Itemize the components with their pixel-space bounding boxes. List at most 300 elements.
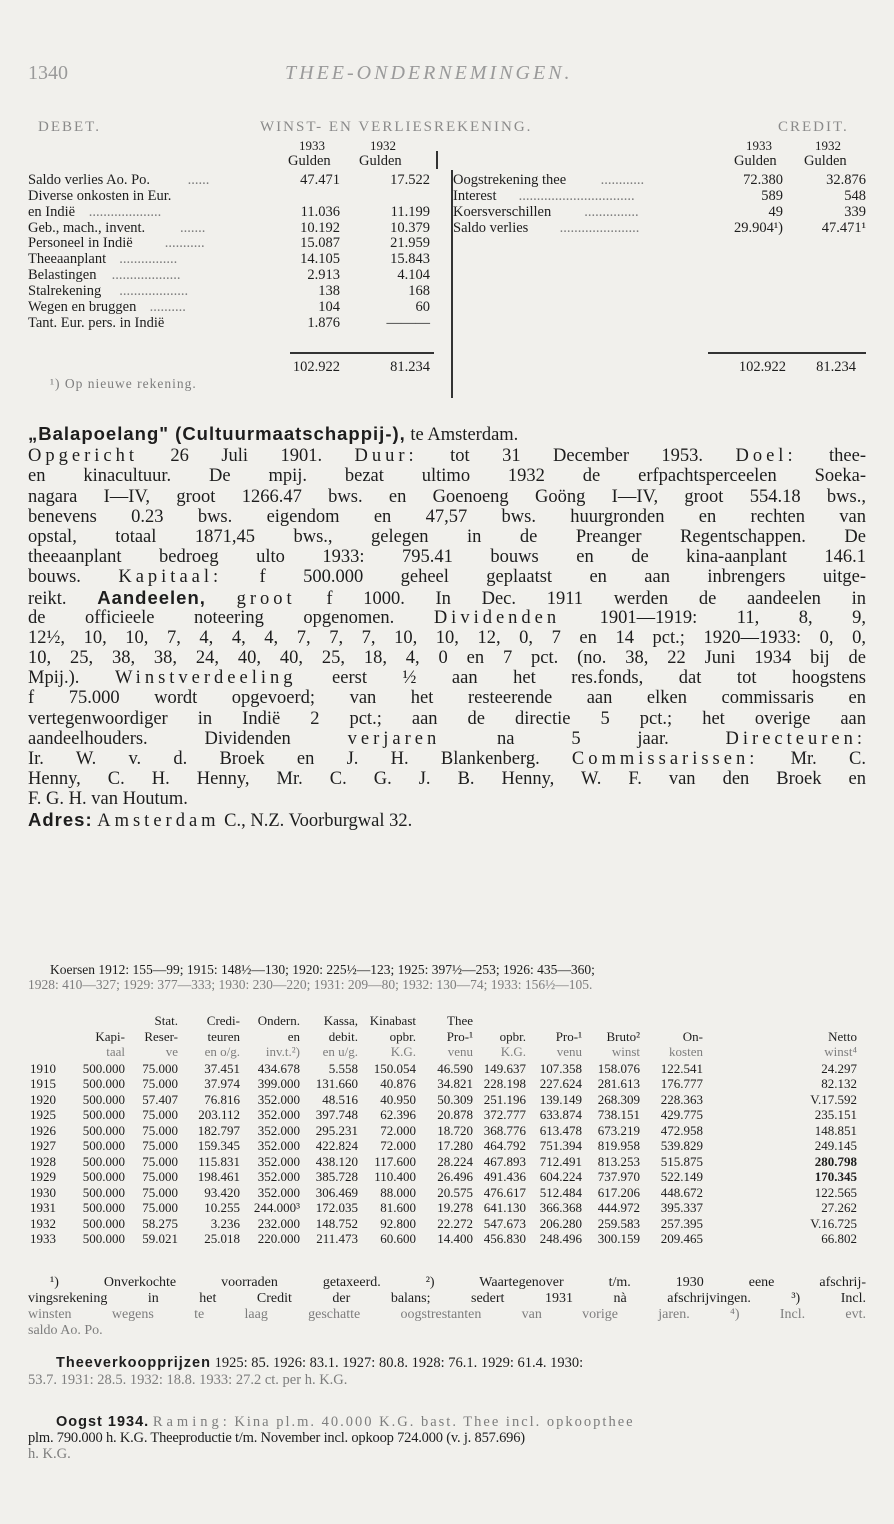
debet-row-label: Stalrekening bbox=[28, 282, 102, 299]
table-cell: 366.368 bbox=[539, 1200, 582, 1215]
paragraph-line bbox=[28, 688, 866, 708]
credit-row bbox=[0, 205, 894, 221]
bold-term: Aandeelen, bbox=[97, 587, 206, 608]
debet-row-1932: 4.104 bbox=[397, 267, 430, 284]
spaced-term: Opgericht bbox=[28, 446, 138, 467]
table-cell: 737.970 bbox=[597, 1169, 640, 1184]
debet-row-1933: 1.876 bbox=[307, 314, 340, 331]
table-cell: 40.950 bbox=[380, 1091, 416, 1107]
table-cell: 491.436 bbox=[483, 1169, 526, 1184]
table-cell: 148.851 bbox=[814, 1122, 857, 1138]
debet-row-1933: 15.087 bbox=[300, 235, 340, 252]
table-cell: 75.000 bbox=[142, 1153, 178, 1169]
debet-row-label: Belastingen bbox=[28, 267, 97, 284]
table-row-year: 1910 bbox=[30, 1060, 56, 1076]
column-header: On- bbox=[682, 1028, 703, 1044]
table-cell: 50.309 bbox=[437, 1091, 473, 1107]
column-header: Bruto² bbox=[606, 1028, 640, 1044]
table-cell: 76.816 bbox=[204, 1091, 240, 1107]
text-run: en kinacultuur. De mpij. bezat ultimo 1932 de erfpachtsperceelen Soeka- bbox=[28, 466, 866, 487]
table-cell: 539.829 bbox=[660, 1138, 703, 1153]
table-cell: 281.613 bbox=[597, 1076, 640, 1091]
column-divider bbox=[451, 170, 453, 398]
credit-total-1933: 102.922 bbox=[738, 359, 786, 375]
credit-row-leader: ............ bbox=[600, 173, 645, 188]
column-header: opbr. bbox=[499, 1028, 526, 1044]
table-cell: 268.309 bbox=[597, 1091, 640, 1107]
credit-row-1932: 32.876 bbox=[826, 172, 866, 188]
table-cell: 613.478 bbox=[539, 1122, 582, 1138]
paragraph-line bbox=[28, 567, 866, 587]
table-row-year: 1928 bbox=[30, 1153, 56, 1169]
column-header: teuren bbox=[207, 1028, 240, 1044]
text-run: nagara I—IV, groot 1266.47 bws. en Goenoeng Goöng I—IV, groot 554.18 bws., bbox=[28, 486, 866, 507]
debet-row-1932: 21.959 bbox=[390, 235, 430, 252]
credit-row-1933: 72.380 bbox=[743, 172, 783, 188]
table-cell: 819.958 bbox=[597, 1138, 640, 1153]
table-cell: 444.972 bbox=[597, 1200, 640, 1215]
table-cell: 24.297 bbox=[821, 1060, 857, 1076]
text-run: reikt. bbox=[28, 588, 98, 608]
table-cell: 464.792 bbox=[483, 1138, 526, 1153]
table-cell: 352.000 bbox=[257, 1138, 300, 1153]
spaced-term: Commissarissen: bbox=[571, 749, 759, 769]
credit-row-1932: 47.471¹ bbox=[821, 219, 866, 236]
column-header: Pro-¹ bbox=[446, 1028, 473, 1044]
debet-row-leader: ................... bbox=[111, 268, 181, 284]
oogst-text-1: Kina pl.m. 40.000 K.G. bast. Thee incl. opkoopthee bbox=[234, 1414, 635, 1430]
table-cell: 158.076 bbox=[597, 1060, 640, 1076]
credit-row-leader: ...................... bbox=[559, 220, 640, 236]
table-cell: 220.000 bbox=[257, 1231, 300, 1246]
credit-row-label: Saldo verlies bbox=[453, 219, 529, 236]
table-cell: 422.824 bbox=[315, 1138, 358, 1153]
paragraph-line bbox=[28, 507, 866, 527]
column-header: en u/g. bbox=[322, 1044, 358, 1059]
table-cell: 19.278 bbox=[437, 1200, 473, 1215]
debet-row-1933: 10.192 bbox=[300, 219, 340, 236]
table-cell: 547.673 bbox=[483, 1215, 526, 1231]
table-cell: 500.000 bbox=[82, 1200, 125, 1215]
table-row-year: 1930 bbox=[30, 1184, 56, 1200]
column-header: taal bbox=[106, 1044, 125, 1059]
text-run: Mr. C. bbox=[758, 749, 866, 769]
ledger-title: WINST- EN VERLIESREKENING. bbox=[260, 119, 533, 135]
table-cell: 40.876 bbox=[380, 1076, 416, 1091]
table-cell: 372.777 bbox=[483, 1107, 526, 1122]
table-cell: 206.280 bbox=[539, 1215, 582, 1231]
text-run: Mpij.). bbox=[28, 668, 115, 689]
table-cell: 75.000 bbox=[142, 1138, 178, 1153]
text-run: Henny, C. H. Henny, Mr. C. G. J. B. Henny, W. F. van den Broek en bbox=[28, 769, 866, 790]
debet-row-leader: .......... bbox=[149, 299, 186, 315]
debet-row-label: Personeel in Indië bbox=[28, 235, 133, 252]
credit-row-1932: 548 bbox=[844, 187, 866, 204]
table-cell: 20.878 bbox=[437, 1107, 473, 1122]
text-run: f 1000. In Dec. 1911 werden de aandeelen in bbox=[295, 588, 866, 608]
table-cell: V.16.725 bbox=[810, 1215, 857, 1231]
credit-row-leader: ................................ bbox=[518, 188, 635, 204]
stats-footnotes bbox=[28, 1275, 866, 1339]
table-cell: 500.000 bbox=[82, 1138, 125, 1153]
table-row-year: 1932 bbox=[30, 1215, 56, 1231]
spaced-term: Duur: bbox=[354, 446, 418, 467]
column-header: debit. bbox=[328, 1028, 358, 1044]
table-cell: 75.000 bbox=[142, 1107, 178, 1122]
debet-row-leader: ................ bbox=[119, 252, 178, 268]
table-cell: 176.777 bbox=[660, 1076, 703, 1091]
table-cell: 122.541 bbox=[660, 1060, 703, 1076]
credit-row-1933: 29.904¹) bbox=[733, 219, 783, 236]
table-cell: 500.000 bbox=[82, 1169, 125, 1184]
table-cell: 434.678 bbox=[257, 1060, 300, 1076]
table-cell: 429.775 bbox=[660, 1107, 703, 1122]
bold-term: „Balapoelang" (Cultuurmaatschappij-), bbox=[28, 424, 406, 444]
theeverkoop-line-1 bbox=[56, 1355, 583, 1372]
spaced-term: Doel: bbox=[735, 446, 797, 467]
column-header: en bbox=[287, 1028, 300, 1044]
table-row-year: 1925 bbox=[30, 1107, 56, 1122]
footnote-line: ¹) Onverkochte voorraden getaxeerd. ²) Waartegenover t/m. 1930 eene afschrij- bbox=[50, 1275, 866, 1290]
table-cell: 75.000 bbox=[142, 1169, 178, 1184]
theeverkoop-values-1: 1925: 85. 1926: 83.1. 1927: 80.8. 1928: 76.1. 1929: 61.4. 1930: bbox=[214, 1355, 584, 1371]
debet-row-label: Tant. Eur. pers. in Indië bbox=[28, 314, 165, 331]
debet-row-leader: ........... bbox=[164, 236, 205, 252]
table-cell: 92.800 bbox=[380, 1215, 416, 1231]
debet-row-label: Diverse onkosten in Eur. bbox=[28, 187, 172, 204]
table-cell: 500.000 bbox=[82, 1060, 125, 1076]
table-cell: 60.600 bbox=[380, 1231, 416, 1246]
text-run: 1901—1919: 11, 8, 9, bbox=[560, 607, 866, 628]
table-cell: 88.000 bbox=[380, 1184, 416, 1200]
debet-row-1933: 14.105 bbox=[300, 251, 340, 268]
table-cell: 48.516 bbox=[322, 1091, 358, 1107]
table-cell: 122.565 bbox=[814, 1184, 857, 1200]
column-header: Pro-¹ bbox=[555, 1028, 582, 1044]
table-cell: 14.400 bbox=[437, 1231, 473, 1246]
table-cell: 75.000 bbox=[142, 1200, 178, 1215]
credit-unit-1932: Gulden bbox=[804, 153, 847, 169]
text-run: na 5 jaar. bbox=[440, 728, 726, 749]
column-header: Kassa, bbox=[323, 1013, 358, 1028]
table-cell: 107.358 bbox=[539, 1060, 582, 1076]
table-cell: 93.420 bbox=[204, 1184, 240, 1200]
debet-total-1932: 81.234 bbox=[390, 359, 430, 375]
paragraph-line bbox=[28, 810, 866, 830]
table-cell: 352.000 bbox=[257, 1169, 300, 1184]
table-cell: 110.400 bbox=[374, 1169, 416, 1184]
table-cell: 467.893 bbox=[483, 1153, 526, 1169]
column-header: en o/g. bbox=[204, 1044, 240, 1059]
table-cell: 159.345 bbox=[197, 1138, 240, 1153]
column-header: Ondern. bbox=[257, 1013, 300, 1028]
header-divider bbox=[436, 151, 438, 169]
credit-row-1933: 589 bbox=[761, 187, 783, 204]
text-run: benevens 0.23 bws. eigendom en 47,57 bws. huurgronden en rechten van bbox=[28, 506, 866, 527]
column-header: venu bbox=[447, 1044, 473, 1059]
table-cell: 198.461 bbox=[197, 1169, 240, 1184]
table-cell: 500.000 bbox=[82, 1153, 125, 1169]
table-cell: 46.590 bbox=[437, 1060, 473, 1076]
column-header: Kapi- bbox=[95, 1028, 125, 1044]
table-cell: 244.000³ bbox=[253, 1200, 300, 1215]
table-cell: 397.748 bbox=[315, 1107, 358, 1122]
table-cell: 249.145 bbox=[814, 1138, 857, 1153]
table-cell: 209.465 bbox=[660, 1231, 703, 1246]
column-header: Stat. bbox=[154, 1013, 178, 1028]
table-cell: 813.253 bbox=[597, 1153, 640, 1169]
text-run: Ir. W. v. d. Broek en J. H. Blankenberg. bbox=[28, 749, 572, 769]
table-cell: 58.275 bbox=[142, 1215, 178, 1231]
table-cell: 211.473 bbox=[316, 1231, 358, 1246]
paragraph-line bbox=[28, 628, 866, 648]
table-cell: 82.132 bbox=[821, 1076, 857, 1091]
paragraph-line bbox=[28, 547, 866, 567]
credit-year-1933: 1933 bbox=[746, 138, 772, 153]
credit-row-label: Oogstrekening thee bbox=[453, 172, 567, 188]
debet-row-leader: ....... bbox=[180, 220, 206, 236]
credit-row bbox=[0, 173, 894, 189]
debet-row-1933: 2.913 bbox=[307, 267, 340, 284]
debet-unit-1932: Gulden bbox=[359, 153, 402, 169]
paragraph-line bbox=[28, 466, 866, 486]
table-cell: 352.000 bbox=[257, 1184, 300, 1200]
table-cell: 500.000 bbox=[82, 1107, 125, 1122]
debet-row-1932: 17.522 bbox=[390, 172, 430, 188]
table-cell: 500.000 bbox=[82, 1231, 125, 1246]
table-cell: 352.000 bbox=[257, 1091, 300, 1107]
company-description bbox=[28, 424, 866, 830]
text-run: F. G. H. van Houtum. bbox=[28, 789, 188, 810]
table-cell: 18.720 bbox=[437, 1122, 473, 1138]
debet-row-1933: 104 bbox=[318, 298, 340, 315]
debet-row-1932: 11.199 bbox=[390, 203, 430, 220]
table-row-year: 1933 bbox=[30, 1231, 56, 1246]
table-cell: 280.798 bbox=[814, 1153, 857, 1169]
paragraph-line bbox=[28, 648, 866, 668]
table-cell: 37.451 bbox=[204, 1060, 240, 1076]
table-cell: 522.149 bbox=[660, 1169, 703, 1184]
table-cell: 131.660 bbox=[315, 1076, 358, 1091]
debet-label: DEBET. bbox=[38, 119, 101, 135]
koersen-line-1: Koersen 1912: 155—99; 1915: 148½—130; 1920: 225½—123; 1925: 397½—253; 1926: 435—360; bbox=[50, 962, 595, 977]
table-cell: 25.018 bbox=[204, 1231, 240, 1246]
table-cell: 10.255 bbox=[204, 1200, 240, 1215]
table-cell: 500.000 bbox=[82, 1091, 125, 1107]
paragraph-line bbox=[28, 487, 866, 507]
table-cell: 399.000 bbox=[257, 1076, 300, 1091]
table-cell: 300.159 bbox=[597, 1231, 640, 1246]
column-header: venu bbox=[556, 1044, 582, 1059]
paragraph-line bbox=[28, 527, 866, 547]
text-run: f 500.000 geheel geplaatst en aan inbrengers uitge- bbox=[222, 567, 866, 588]
table-cell: 3.236 bbox=[210, 1215, 240, 1231]
column-header: Thee bbox=[447, 1013, 473, 1028]
debet-row bbox=[0, 284, 894, 300]
debet-row-1933: 11.036 bbox=[300, 203, 340, 220]
paragraph-line bbox=[28, 709, 866, 729]
spaced-term: Directeuren: bbox=[725, 728, 866, 749]
debet-row bbox=[0, 268, 894, 284]
table-cell: 617.206 bbox=[597, 1184, 640, 1200]
debet-row-1933: 138 bbox=[318, 282, 340, 299]
text-run: te Amsterdam. bbox=[405, 425, 519, 445]
ledger-footnote: ¹) Op nieuwe rekening. bbox=[50, 376, 197, 391]
theeverkoop-label: Theeverkoopprijzen bbox=[56, 1355, 211, 1371]
table-row-year: 1927 bbox=[30, 1138, 56, 1153]
debet-row-label: Geb., mach., invent. bbox=[28, 219, 146, 236]
credit-label: CREDIT. bbox=[778, 119, 849, 135]
oogst-line-1 bbox=[56, 1414, 635, 1431]
table-cell: 604.224 bbox=[539, 1169, 582, 1184]
debet-row-label: en Indië bbox=[28, 203, 76, 220]
table-cell: V.17.592 bbox=[810, 1091, 857, 1107]
debet-row-1932: 60 bbox=[415, 298, 430, 315]
column-header: opbr. bbox=[389, 1028, 416, 1044]
column-header: winst bbox=[611, 1044, 640, 1059]
debet-total-rule bbox=[290, 352, 434, 354]
page-number: 1340 bbox=[28, 62, 68, 84]
text-run: vertegenwoordiger in Indië 2 pct.; aan de directie 5 pct.; het overige aan bbox=[28, 708, 866, 729]
credit-row bbox=[0, 189, 894, 205]
paragraph-line bbox=[28, 446, 866, 466]
paragraph-line bbox=[28, 588, 866, 608]
table-cell: 72.000 bbox=[380, 1138, 416, 1153]
table-row-year: 1929 bbox=[30, 1169, 56, 1184]
oogst-raming: Raming: bbox=[152, 1414, 231, 1430]
text-run: 12½, 10, 10, 7, 4, 4, 4, 7, 7, 7, 10, 10, 12, 0, 7 en 14 pct.; 1920—1933: 0, 0, bbox=[28, 627, 866, 648]
bold-term: Adres: bbox=[28, 809, 93, 830]
paragraph-line bbox=[28, 729, 866, 749]
table-cell: 248.496 bbox=[539, 1231, 582, 1246]
debet-row-label: Theeaanplant bbox=[28, 251, 107, 268]
table-cell: 251.196 bbox=[483, 1091, 526, 1107]
spaced-term: verjaren bbox=[347, 728, 441, 749]
table-cell: 641.130 bbox=[483, 1200, 526, 1215]
credit-row-1932: 339 bbox=[844, 203, 866, 220]
text-run: C., N.Z. Voorburgwal 32. bbox=[219, 810, 413, 830]
column-header: kosten bbox=[669, 1044, 703, 1059]
column-header: inv.t.²) bbox=[265, 1044, 300, 1059]
debet-row-1932: 15.843 bbox=[390, 251, 430, 268]
column-header: winst⁴ bbox=[824, 1044, 857, 1059]
column-header: Credi- bbox=[206, 1013, 240, 1028]
text-run: opstal, totaal 1871,45 bws., gelegen in de Preanger Regentschappen. De bbox=[28, 526, 866, 547]
table-cell: 72.000 bbox=[380, 1122, 416, 1138]
table-cell: 673.219 bbox=[597, 1122, 640, 1138]
debet-row-label: Saldo verlies Ao. Po. bbox=[28, 172, 151, 188]
spaced-term: groot bbox=[236, 588, 296, 608]
table-cell: 170.345 bbox=[814, 1169, 857, 1184]
table-cell: 150.054 bbox=[373, 1060, 416, 1076]
column-header: Reser- bbox=[144, 1028, 178, 1044]
table-cell: 500.000 bbox=[82, 1076, 125, 1091]
credit-row bbox=[0, 221, 894, 237]
paragraph-line bbox=[28, 608, 866, 628]
debet-row bbox=[0, 316, 894, 332]
column-header: K.G. bbox=[500, 1044, 526, 1059]
debet-row-1932: 168 bbox=[408, 282, 430, 299]
text-run bbox=[206, 589, 237, 608]
credit-total-1932: 81.234 bbox=[816, 359, 856, 375]
text-run: de officieele noteering opgenomen. bbox=[28, 607, 434, 628]
table-cell: 75.000 bbox=[142, 1060, 178, 1076]
table-cell: 352.000 bbox=[257, 1122, 300, 1138]
debet-row-leader: ...... bbox=[187, 173, 210, 188]
table-cell: 500.000 bbox=[82, 1184, 125, 1200]
debet-row-label: Wegen en bruggen bbox=[28, 298, 137, 315]
table-cell: 26.496 bbox=[437, 1169, 473, 1184]
table-cell: 500.000 bbox=[82, 1215, 125, 1231]
text-run: tot 31 December 1953. bbox=[417, 446, 736, 467]
table-cell: 20.575 bbox=[437, 1184, 473, 1200]
table-cell: 232.000 bbox=[257, 1215, 300, 1231]
oogst-label: Oogst 1934. bbox=[56, 1414, 150, 1430]
table-cell: 235.151 bbox=[814, 1107, 857, 1122]
table-cell: 438.120 bbox=[315, 1153, 358, 1169]
table-cell: 472.958 bbox=[660, 1122, 703, 1138]
oogst-line-3: h. K.G. bbox=[28, 1446, 71, 1462]
debet-row-1932: ——— bbox=[386, 314, 430, 331]
table-cell: 28.224 bbox=[437, 1153, 473, 1169]
table-cell: 203.112 bbox=[198, 1107, 240, 1122]
table-cell: 17.280 bbox=[437, 1138, 473, 1153]
table-cell: 62.396 bbox=[380, 1107, 416, 1122]
table-cell: 385.728 bbox=[315, 1169, 358, 1184]
debet-row-1932: 10.379 bbox=[390, 219, 430, 236]
credit-unit-1933: Gulden bbox=[734, 153, 777, 169]
table-cell: 712.491 bbox=[539, 1153, 582, 1169]
text-run: aandeelhouders. Dividenden bbox=[28, 728, 348, 749]
table-cell: 75.000 bbox=[142, 1122, 178, 1138]
credit-total-rule bbox=[708, 352, 866, 354]
credit-row-1933: 49 bbox=[768, 203, 783, 220]
credit-year-1932: 1932 bbox=[815, 138, 841, 153]
column-header: Netto bbox=[828, 1028, 857, 1044]
text-run: theeaanplant bedroeg ulto 1933: 795.41 bouws en de kina-aanplant 146.1 bbox=[28, 547, 866, 568]
table-cell: 633.874 bbox=[539, 1107, 582, 1122]
text-run: thee- bbox=[796, 446, 866, 467]
text-run: 10, 25, 38, 38, 24, 40, 40, 25, 18, 4, 0 en 7 pct. (no. 38, 22 Juni 1934 bij de bbox=[28, 648, 866, 669]
table-row-year: 1931 bbox=[30, 1200, 56, 1215]
table-cell: 75.000 bbox=[142, 1076, 178, 1091]
table-cell: 738.151 bbox=[597, 1107, 640, 1122]
text-run: 26 Juli 1901. bbox=[137, 446, 355, 467]
table-cell: 149.637 bbox=[483, 1060, 526, 1076]
table-cell: 172.035 bbox=[315, 1200, 358, 1215]
table-cell: 117.600 bbox=[374, 1153, 416, 1169]
debet-total-1933: 102.922 bbox=[292, 359, 340, 375]
table-cell: 182.797 bbox=[197, 1122, 240, 1138]
debet-row bbox=[0, 300, 894, 316]
table-cell: 500.000 bbox=[82, 1122, 125, 1138]
column-header: ve bbox=[165, 1044, 178, 1059]
table-cell: 395.337 bbox=[660, 1200, 703, 1215]
table-cell: 751.394 bbox=[539, 1138, 582, 1153]
spaced-term: Amsterdam bbox=[97, 810, 220, 830]
table-cell: 228.363 bbox=[660, 1091, 703, 1107]
running-title: THEE-ONDERNEMINGEN. bbox=[285, 62, 573, 84]
debet-row-leader: .................... bbox=[88, 204, 162, 220]
column-header: Kinabast bbox=[369, 1013, 416, 1028]
theeverkoop-line-2: 53.7. 1931: 28.5. 1932: 18.8. 1933: 27.2 ct. per h. K.G. bbox=[28, 1372, 348, 1388]
table-cell: 81.600 bbox=[380, 1200, 416, 1215]
footnote-line: vingsrekening in het Credit der balans; sedert 1931 nà afschrijvingen. ³) Incl. bbox=[28, 1291, 866, 1306]
table-cell: 448.672 bbox=[660, 1184, 703, 1200]
debet-year-1932: 1932 bbox=[370, 138, 396, 153]
text-run: bouws. bbox=[28, 567, 119, 588]
table-cell: 75.000 bbox=[142, 1184, 178, 1200]
